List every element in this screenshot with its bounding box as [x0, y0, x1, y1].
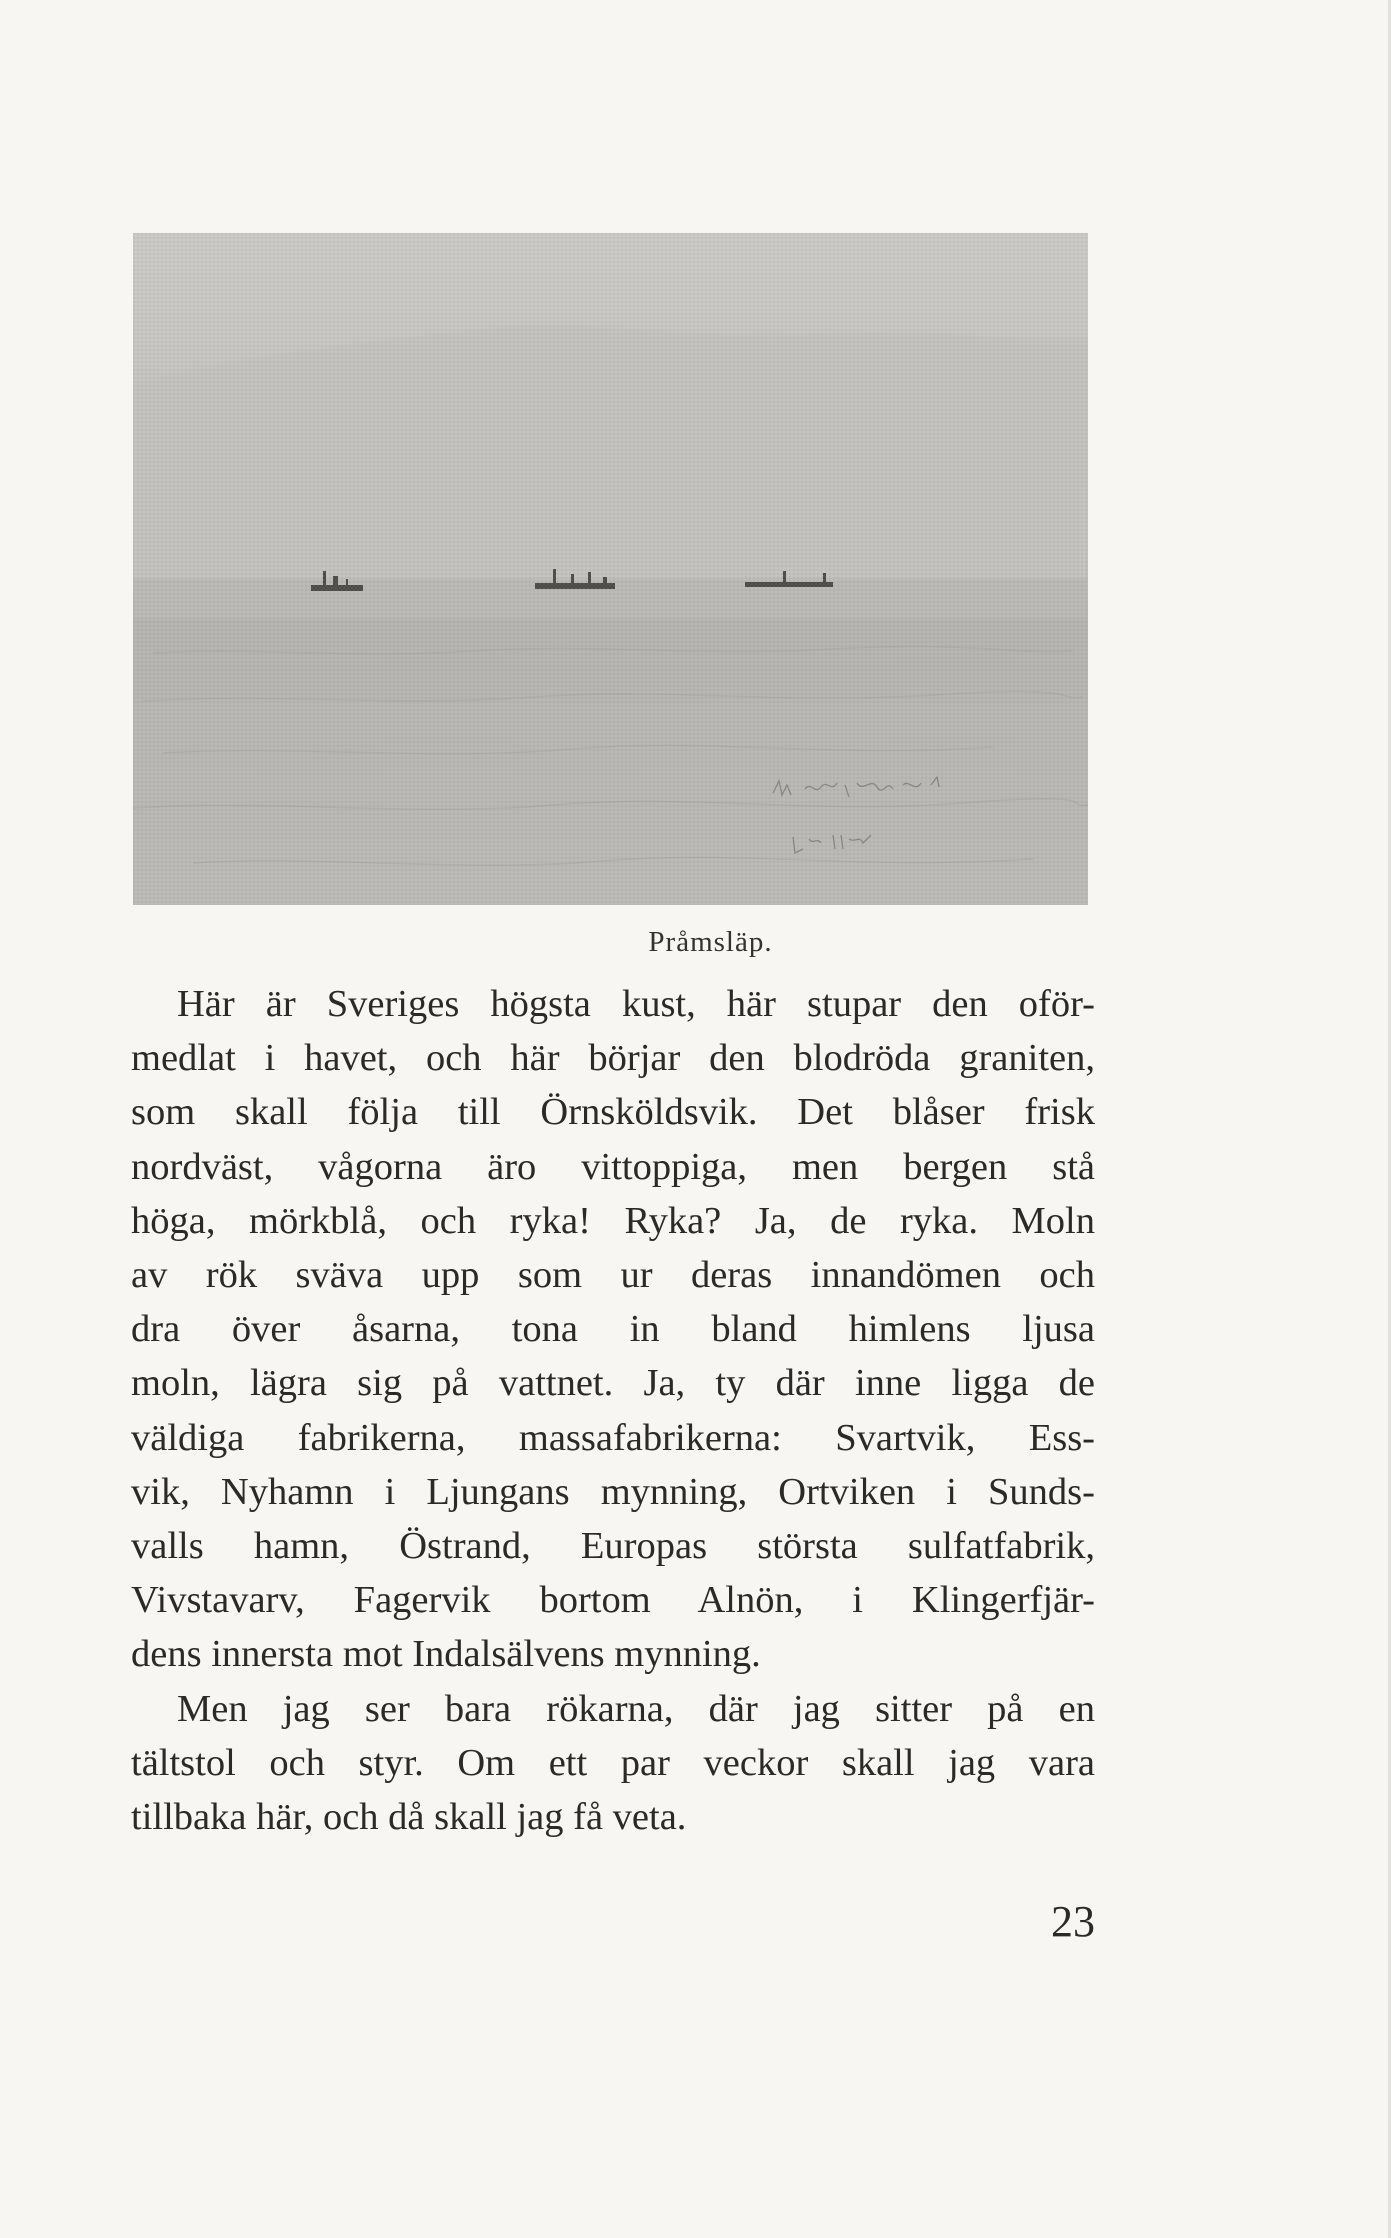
text-line: som skall följa till Örnsköldsvik. Det blåser frisk	[131, 1091, 1095, 1134]
text-line: väldiga fabrikerna, massafabrikerna: Svartvik, Ess-	[131, 1416, 1095, 1459]
text-line: tältstol och styr. Om ett par veckor skall jag vara	[131, 1741, 1095, 1784]
text-line: Men jag ser bara rökarna, där jag sitter på en	[177, 1687, 1095, 1730]
text-line: Vivstavarv, Fagervik bortom Alnön, i Klingerfjär-	[131, 1579, 1095, 1622]
paragraph	[131, 1682, 1095, 1845]
text-line: nordväst, vågorna äro vittoppiga, men bergen stå	[131, 1145, 1095, 1188]
page-number: 23	[1051, 1897, 1095, 1946]
text-line: Här är Sveriges högsta kust, här stupar den oför-	[177, 983, 1095, 1025]
text-line: valls hamn, Östrand, Europas största sulfatfabrik,	[131, 1525, 1095, 1568]
text-line: vik, Nyhamn i Ljungans mynning, Ortviken i Sunds-	[131, 1470, 1095, 1513]
text-line: moln, lägra sig på vattnet. Ja, ty där inne ligga de	[131, 1362, 1095, 1405]
paragraph	[131, 977, 1095, 1682]
body-text	[131, 977, 1095, 1844]
text-line: medlat i havet, och här börjar den blodröda graniten,	[131, 1037, 1095, 1080]
text-line: dens innersta mot Indalsälvens mynning.	[131, 1633, 761, 1676]
illustration-plate	[133, 233, 1088, 905]
text-line: dra över åsarna, tona in bland himlens ljusa	[131, 1308, 1095, 1351]
caption-text: Pråmsläp.	[648, 926, 773, 958]
illustration-image	[133, 233, 1088, 905]
figure-caption	[0, 926, 1391, 959]
text-line: höga, mörkblå, och ryka! Ryka? Ja, de ryka. Moln	[131, 1199, 1095, 1242]
text-line: tillbaka här, och då skall jag få veta.	[131, 1796, 687, 1839]
text-line: av rök sväva upp som ur deras innandömen och	[131, 1254, 1095, 1297]
